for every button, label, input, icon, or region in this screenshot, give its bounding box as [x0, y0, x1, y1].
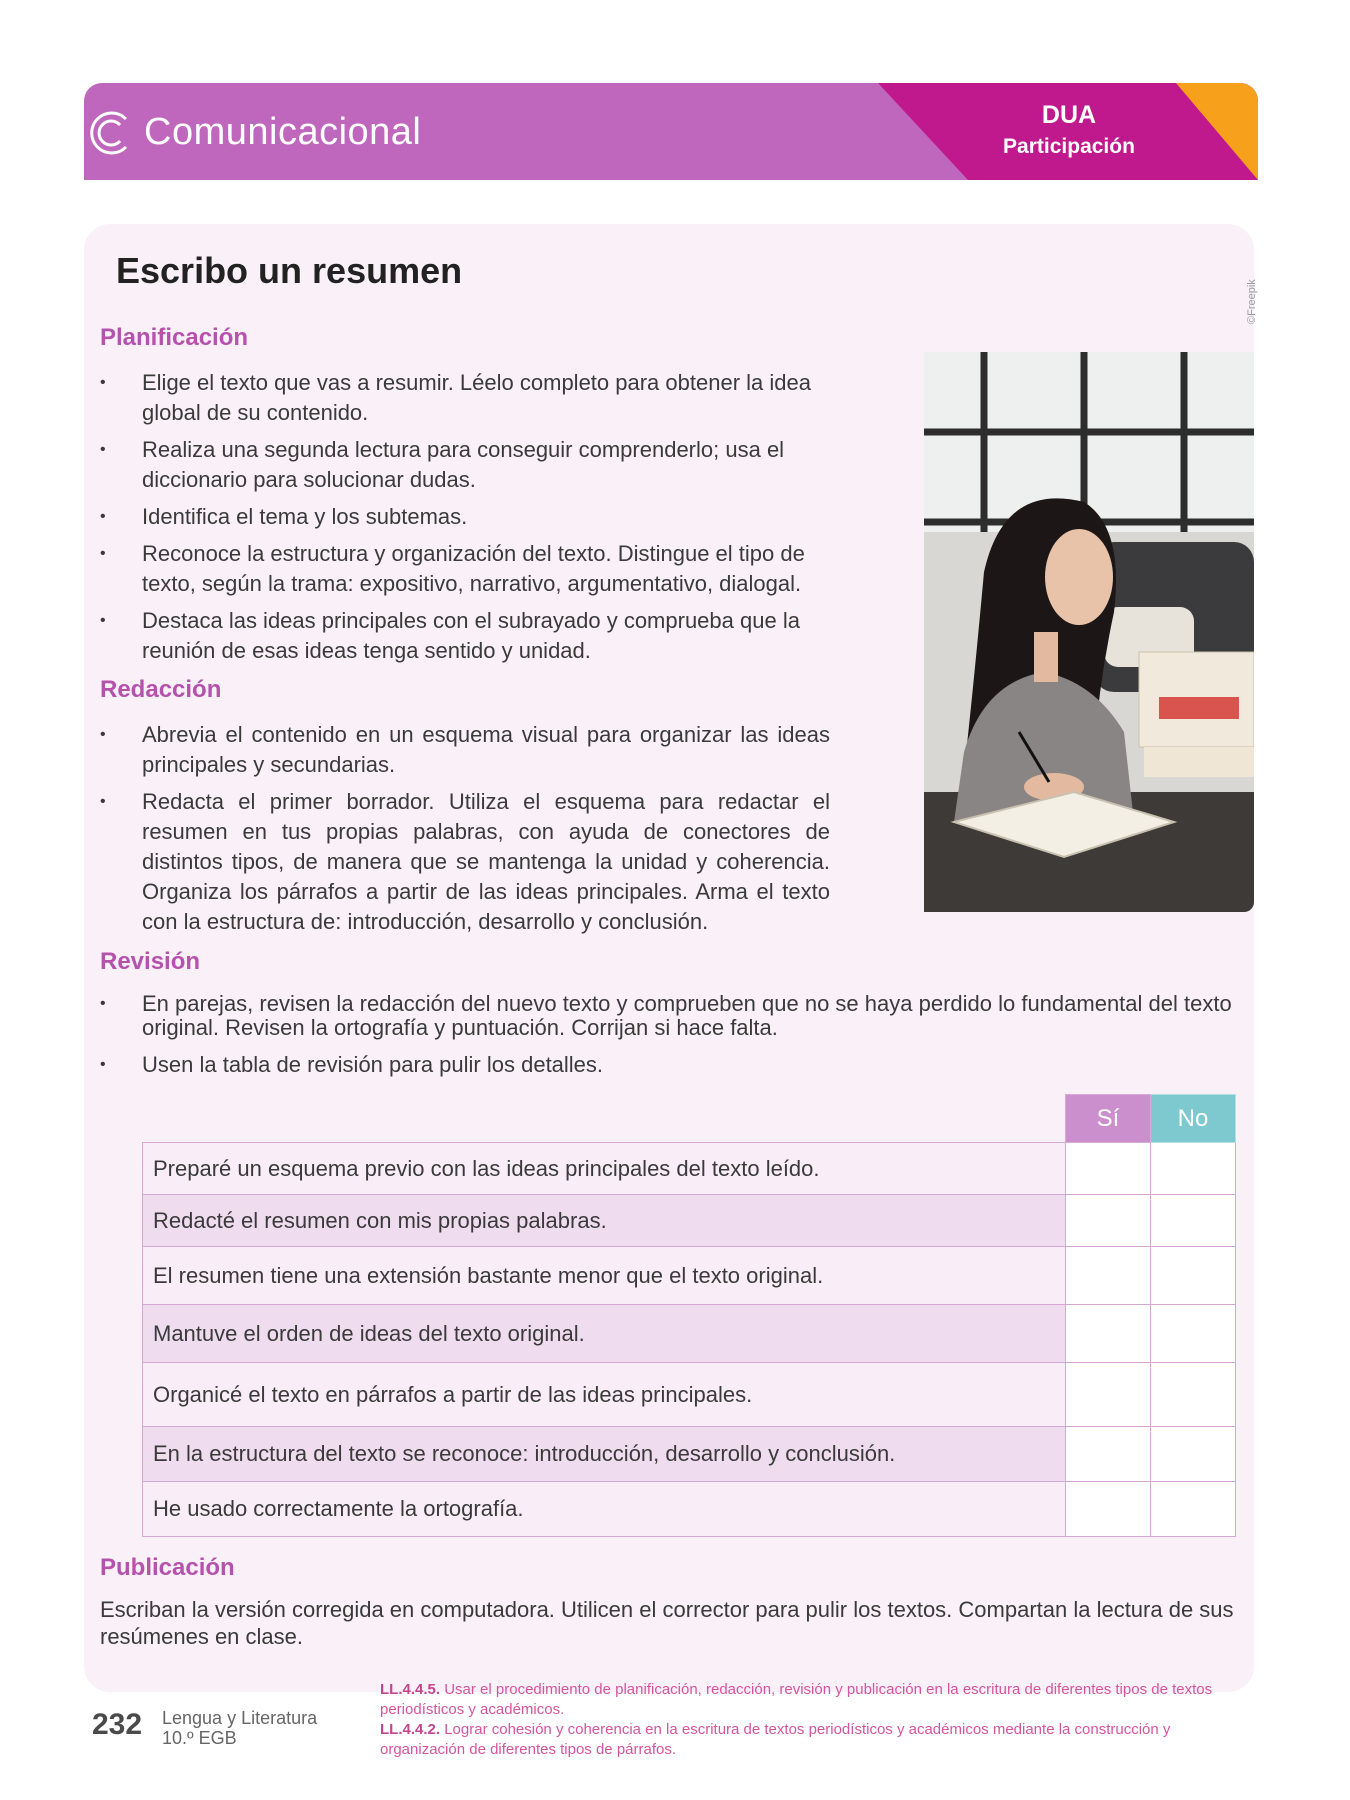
check-cell-si[interactable] — [1066, 1305, 1151, 1363]
book-subject: Lengua y Literatura — [162, 1708, 318, 1728]
standard-item — [380, 1680, 1240, 1720]
criterion-cell: Preparé un esquema previo con las ideas principales del texto leído. — [143, 1143, 1066, 1195]
check-cell-si[interactable] — [1066, 1143, 1151, 1195]
check-cell-no[interactable] — [1151, 1247, 1236, 1305]
check-cell-si[interactable] — [1066, 1427, 1151, 1482]
section-title: Comunicacional — [144, 111, 422, 153]
check-cell-si[interactable] — [1066, 1247, 1151, 1305]
book-grade: 10.º EGB — [162, 1728, 237, 1748]
list-item: • Usen la tabla de revisión para pulir los detalles. — [100, 1050, 1240, 1080]
standard-code: LL.4.4.2. — [380, 1721, 441, 1738]
heading-revision: Revisión — [100, 948, 201, 975]
column-header-si: Sí — [1066, 1095, 1151, 1143]
heading-publicacion: Publicación — [100, 1554, 235, 1581]
dua-sub-label: Participación — [1003, 135, 1135, 158]
criterion-cell: En la estructura del texto se reconoce: introducción, desarrollo y conclusión. — [143, 1427, 1066, 1482]
redaccion-list — [100, 720, 830, 944]
criterion-cell: Organicé el texto en párrafos a partir de las ideas principales. — [143, 1363, 1066, 1427]
publicacion-text: Escriban la versión corregida en computadora. Utilicen el corrector para pulir los textos. Compartan la lectura de sus resúmenes en clase. — [100, 1597, 1234, 1649]
standard-item — [380, 1720, 1240, 1760]
check-cell-si[interactable] — [1066, 1482, 1151, 1537]
heading-redaccion: Redacción — [100, 676, 222, 703]
table-row — [143, 1427, 1236, 1482]
heading-planificacion: Planificación — [100, 324, 249, 351]
standard-text: Lograr cohesión y coherencia en la escritura de textos periodísticos y académicos mediante la construcción y organización de diferentes tipos de párrafos. — [380, 1721, 1171, 1758]
revision-list — [100, 992, 1240, 1087]
table-row — [143, 1305, 1236, 1363]
book-title — [162, 1708, 317, 1748]
planificacion-list — [100, 368, 820, 673]
header-band — [84, 83, 1258, 180]
table-corner — [143, 1095, 1066, 1143]
list-item: • Elige el texto que vas a resumir. Léelo completo para obtener la idea global de su contenido. — [100, 368, 820, 428]
table-row — [143, 1195, 1236, 1247]
check-cell-si[interactable] — [1066, 1195, 1151, 1247]
list-item: • Realiza una segunda lectura para conseguir comprenderlo; usa el diccionario para solucionar dudas. — [100, 435, 820, 495]
photo-credit: ©Freepik — [1246, 279, 1258, 324]
revision-table — [142, 1094, 1236, 1537]
check-cell-no[interactable] — [1151, 1427, 1236, 1482]
list-item: • Reconoce la estructura y organización del texto. Distingue el tipo de texto, según la trama: expositivo, narrativo, argumentativo, dialogal. — [100, 539, 820, 599]
student-reading-photo — [924, 352, 1254, 912]
list-item: • Abrevia el contenido en un esquema visual para organizar las ideas principales y secundarias. — [100, 720, 830, 780]
column-header-no: No — [1151, 1095, 1236, 1143]
check-cell-no[interactable] — [1151, 1363, 1236, 1427]
check-cell-no[interactable] — [1151, 1305, 1236, 1363]
criterion-cell: Redacté el resumen con mis propias palabras. — [143, 1195, 1066, 1247]
dua-banner — [878, 83, 1258, 180]
criterion-cell: Mantuve el orden de ideas del texto original. — [143, 1305, 1066, 1363]
dua-label: DUA — [1041, 101, 1097, 129]
list-item: • Redacta el primer borrador. Utiliza el esquema para redactar el resumen en tus propias palabras, con ayuda de conectores de distintos tipos, de manera que se mantenga la unidad y coherencia. Organiza los párrafos a partir de las ideas principales. Arma el texto con la estructura de: introducción, desarrollo y conclusión. — [100, 787, 830, 937]
standard-code: LL.4.4.5. — [380, 1681, 441, 1698]
standard-text: Usar el procedimiento de planificación, redacción, revisión y publicación en la escritura de diferentes tipos de textos periodísticos y académicos. — [380, 1681, 1213, 1718]
criterion-cell: He usado correctamente la ortografía. — [143, 1482, 1066, 1537]
criterion-cell: El resumen tiene una extensión bastante menor que el texto original. — [143, 1247, 1066, 1305]
check-cell-no[interactable] — [1151, 1195, 1236, 1247]
table-row — [143, 1143, 1236, 1195]
photo-illustration — [924, 352, 1254, 912]
card-title: Escribo un resumen — [116, 250, 463, 291]
table-row — [143, 1363, 1236, 1427]
check-cell-no[interactable] — [1151, 1143, 1236, 1195]
list-item: • En parejas, revisen la redacción del nuevo texto y comprueben que no se haya perdido lo fundamental del texto original. Revisen la ortografía y puntuación. Corrijan si hace falta. — [100, 992, 1240, 1040]
list-item: • Identifica el tema y los subtemas. — [100, 502, 820, 532]
table-row — [143, 1247, 1236, 1305]
check-cell-no[interactable] — [1151, 1482, 1236, 1537]
content-card — [84, 224, 1258, 1692]
list-item: • Destaca las ideas principales con el subrayado y comprueba que la reunión de esas ideas tenga sentido y unidad. — [100, 606, 820, 666]
table-row — [143, 1482, 1236, 1537]
check-cell-si[interactable] — [1066, 1363, 1151, 1427]
curriculum-standards — [380, 1680, 1240, 1760]
c-logo-icon — [88, 107, 136, 159]
page-number: 232 — [92, 1708, 143, 1741]
